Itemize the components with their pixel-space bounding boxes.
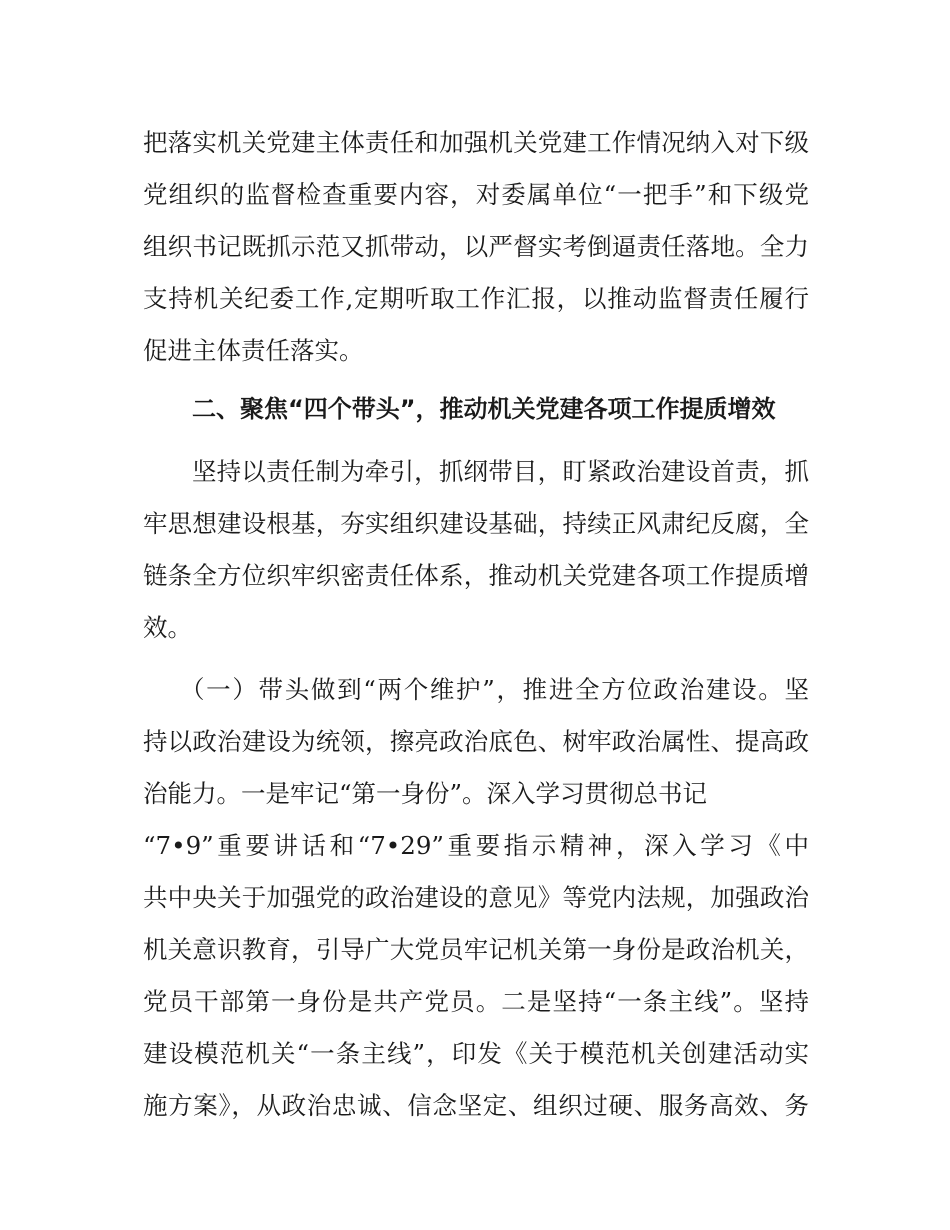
paragraph-line: 链条全方位织牢织密责任体系，推动机关党建各项工作提质增 [143,561,809,590]
paragraph-line: 持以政治建设为统领，擦亮政治底色、树牢政治属性、提高政 [143,727,809,756]
paragraph-line: 党组织的监督检查重要内容，对委属单位“一把手”和下级党 [143,180,809,209]
paragraph-line: 建设模范机关“一条主线”，印发《关于模范机关创建活动实 [143,1039,809,1068]
paragraph-line: 效。 [143,613,192,642]
paragraph-line: 组织书记既抓示范又抓带动，以严督实考倒逼责任落地。全力 [143,232,809,261]
paragraph-line: 机关意识教育，引导广大党员牢记机关第一身份是政治机关， [143,935,809,964]
paragraph-line: 坚持以责任制为牵引，抓纲带目，盯紧政治建设首责，抓 [192,457,809,486]
paragraph-line: “7•9”重要讲话和“7•29”重要指示精神，深入学习《中 [143,831,809,860]
section-heading: 二、聚焦“四个带头”，推动机关党建各项工作提质增效 [192,395,776,423]
paragraph-line: 党员干部第一身份是共产党员。二是坚持“一条主线”。坚持 [143,987,809,1016]
paragraph-line: （一）带头做到“两个维护”，推进全方位政治建设。坚 [180,675,809,704]
paragraph-line: 施方案》，从政治忠诚、信念坚定、组织过硬、服务高效、务 [143,1091,809,1120]
paragraph-line: 把落实机关党建主体责任和加强机关党建工作情况纳入对下级 [143,128,809,157]
paragraph-line: 共中央关于加强党的政治建设的意见》等党内法规，加强政治 [143,883,809,912]
paragraph-line: 支持机关纪委工作,定期听取工作汇报，以推动监督责任履行 [143,284,809,313]
paragraph-line: 牢思想建设根基，夯实组织建设基础，持续正风肃纪反腐，全 [143,509,809,538]
paragraph-line: 治能力。一是牢记“第一身份”。深入学习贯彻总书记 [143,779,708,808]
paragraph-line: 促进主体责任落实。 [143,336,364,365]
